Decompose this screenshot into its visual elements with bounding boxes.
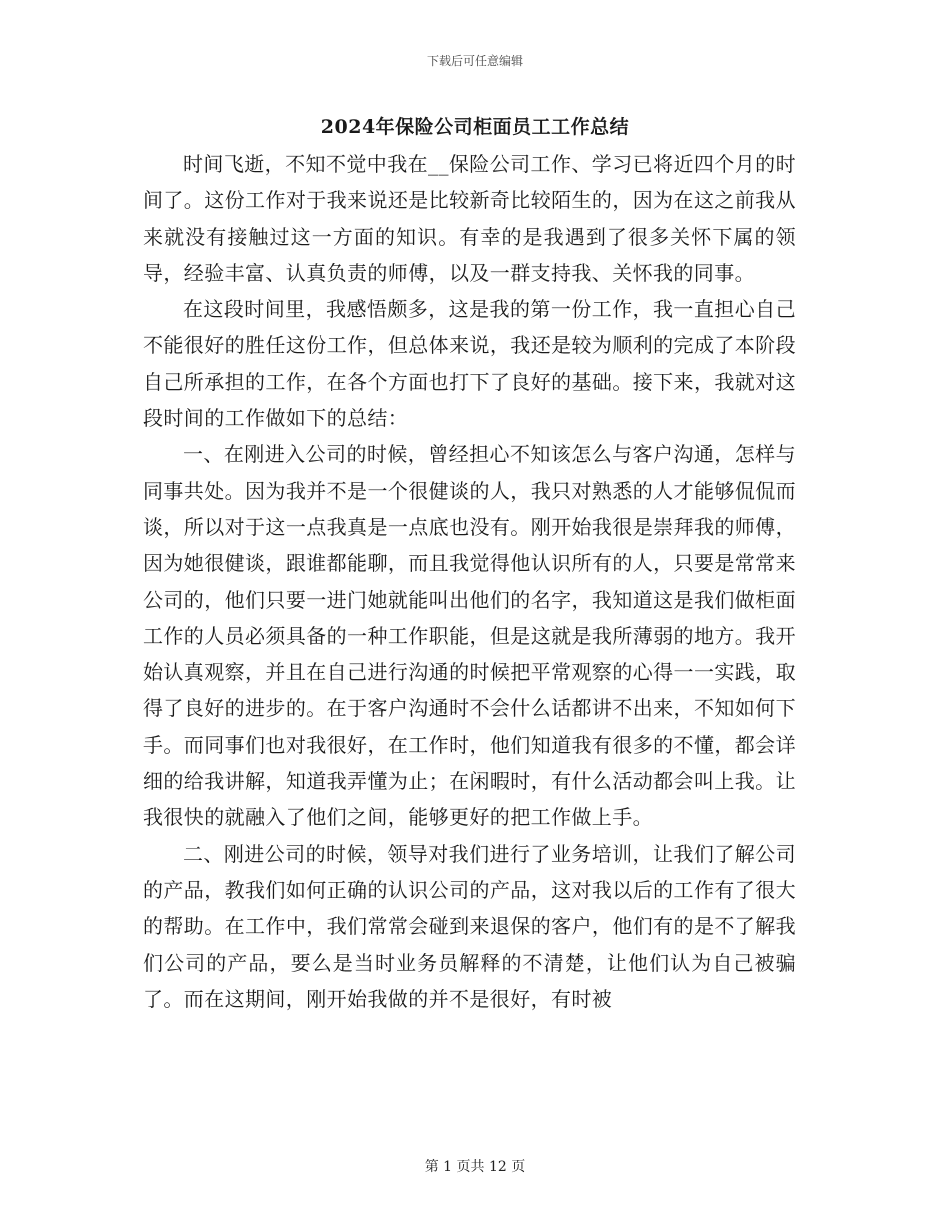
paragraph-intro: 时间飞逝，不知不觉中我在__保险公司工作、学习已将近四个月的时间了。这份工作对于我来说还是比较新奇比较陌生的，因为在这之前我从来就没有接触过这一方面的知识。有幸的是我遇到了很多关怀下属的领导，经验丰富、认真负责的师傅，以及一群支持我、关怀我的同事。 bbox=[143, 152, 796, 285]
paragraph-overview: 在这段时间里，我感悟颇多，这是我的第一份工作，我一直担心自己不能很好的胜任这份工作，但总体来说，我还是较为顺利的完成了本阶段自己所承担的工作，在各个方面也打下了良好的基础。接下来，我就对这段时间的工作做如下的总结： bbox=[143, 297, 796, 431]
document-body bbox=[143, 146, 796, 1017]
paragraph-section-one: 一、在刚进入公司的时候，曾经担心不知该怎么与客户沟通，怎样与同事共处。因为我并不是一个很健谈的人，我只对熟悉的人才能够侃侃而谈，所以对于这一点我真是一点底也没有。刚开始我很是崇拜我的师傅，因为她很健谈，跟谁都能聊，而且我觉得他认识所有的人，只要是常常来公司的，他们只要一进门她就能叫出他们的名字，我知道这是我们做柜面工作的人员必须具备的一种工作职能，但是这就是我所薄弱的地方。我开始认真观察，并且在自己进行沟通的时候把平常观察的心得一一实践，取得了良好的进步的。在于客户沟通时不会什么话都讲不出来，不知如何下手。而同事们也对我很好，在工作时，他们知道我有很多的不懂，都会详细的给我讲解，知道我弄懂为止；在闲暇时，有什么活动都会叫上我。让我很快的就融入了他们之间，能够更好的把工作做上手。 bbox=[143, 442, 796, 830]
page-number-footer: 第 1 页共 12 页 bbox=[424, 1159, 526, 1175]
document-title: 2024年保险公司柜面员工工作总结 bbox=[320, 116, 630, 138]
paragraph-section-two: 二、刚进公司的时候，领导对我们进行了业务培训，让我们了解公司的产品，教我们如何正确的认识公司的产品，这对我以后的工作有了很大的帮助。在工作中，我们常常会碰到来退保的客户，他们有的是不了解我们公司的产品，要么是当时业务员解释的不清楚，让他们认为自己被骗了。而在这期间，刚开始我做的并不是很好，有时被 bbox=[143, 841, 796, 1011]
page-header-note: 下载后可任意编辑 bbox=[426, 54, 523, 68]
